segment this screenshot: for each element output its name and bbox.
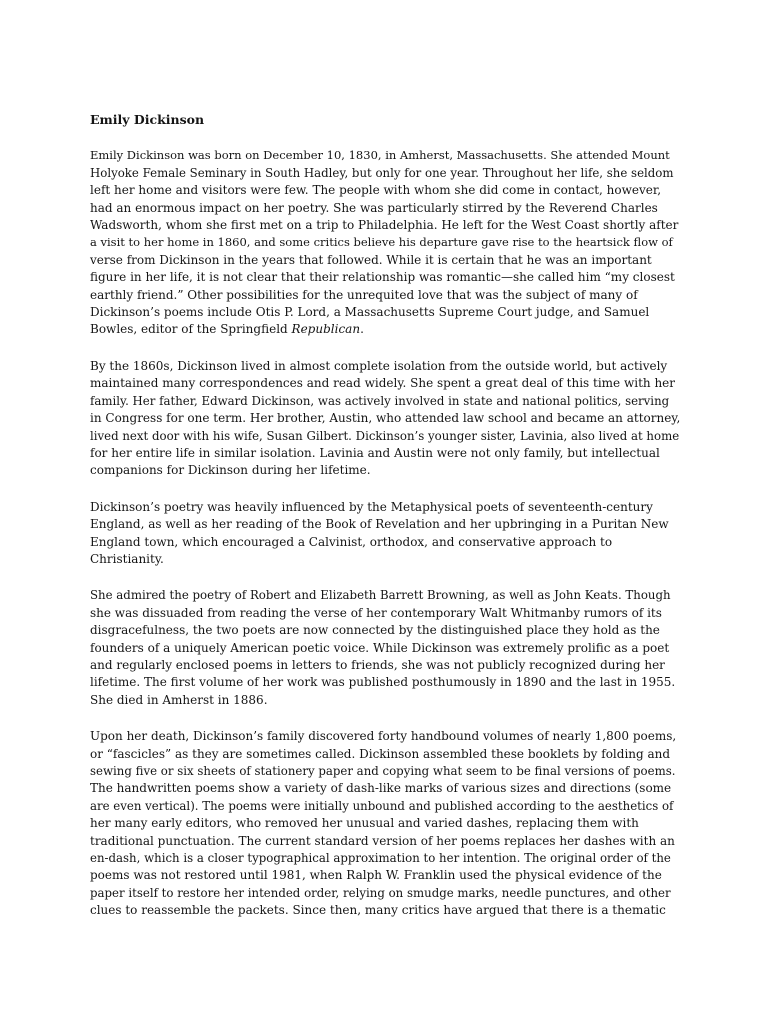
text-line: Holyoke Female Seminary in South Hadley, but only for one year. Throughout her life, she seldom <box>90 165 674 180</box>
text-line: England, as well as her reading of the Book of Revelation and her upbringing in a Puritan New <box>90 517 669 532</box>
text-line: disgracefulness, the two poets are now connected by the distinguished place they hold as the <box>90 623 660 638</box>
text-segment: Bowles, editor of the Springfield <box>90 322 292 337</box>
text-line: traditional punctuation. The current standard version of her poems replaces her dashes with an <box>90 833 675 848</box>
text-line: a visit to her home in 1860, and some critics believe his departure gave rise to the heartsick flow of <box>90 235 673 250</box>
text-line: earthly friend.” Other possibilities for the unrequited love that was the subject of many of <box>90 287 638 302</box>
paragraph-5 <box>90 728 680 919</box>
document-page <box>90 111 680 939</box>
text-line: she was dissuaded from reading the verse of her contemporary Walt Whitmanby rumors of its <box>90 605 662 620</box>
text-line: Emily Dickinson was born on December 10, 1830, in Amherst, Massachusetts. She attended Mount <box>90 148 670 163</box>
paragraph-3 <box>90 499 680 569</box>
text-line: By the 1860s, Dickinson lived in almost complete isolation from the outside world, but actively <box>90 358 668 373</box>
text-line: Dickinson’s poetry was heavily influenced by the Metaphysical poets of seventeenth-century <box>90 499 653 514</box>
text-line: lived next door with his wife, Susan Gilbert. Dickinson’s younger sister, Lavinia, also lived at home <box>90 428 680 443</box>
text-line: She died in Amherst in 1886. <box>90 692 268 707</box>
text-line: Wadsworth, whom she first met on a trip to Philadelphia. He left for the West Coast shortly after <box>90 218 679 233</box>
paragraph-2 <box>90 358 680 480</box>
text-line: Upon her death, Dickinson’s family discovered forty handbound volumes of nearly 1,800 poems, <box>90 729 677 744</box>
text-line: The handwritten poems show a variety of dash-like marks of various sizes and directions (some <box>90 781 672 796</box>
document-title: Emily Dickinson <box>90 112 205 127</box>
paragraph-4 <box>90 587 680 709</box>
text-line: Christianity. <box>90 551 164 566</box>
text-line: lifetime. The first volume of her work was published posthumously in 1890 and the last in 1955. <box>90 675 676 690</box>
text-line: Dickinson’s poems include Otis P. Lord, a Massachusetts Supreme Court judge, and Samuel <box>90 305 650 320</box>
text-line: verse from Dickinson in the years that followed. While it is certain that he was an important <box>90 252 652 267</box>
text-line: for her entire life in similar isolation. Lavinia and Austin were not only family, but intellectual <box>90 445 660 460</box>
text-line: paper itself to restore her intended order, relying on smudge marks, needle punctures, and other <box>90 885 671 900</box>
text-line: clues to reassemble the packets. Since then, many critics have argued that there is a thematic <box>90 903 666 918</box>
text-line: left her home and visitors were few. The people with whom she did come in contact, however, <box>90 183 662 198</box>
text-line: England town, which encouraged a Calvinist, orthodox, and conservative approach to <box>90 534 613 549</box>
text-line: founders of a uniquely American poetic voice. While Dickinson was extremely prolific as a poet <box>90 640 670 655</box>
text-line: had an enormous impact on her poetry. She was particularly stirred by the Reverend Charles <box>90 200 658 215</box>
text-line-last <box>90 321 680 338</box>
text-line: en-dash, which is a closer typographical approximation to her intention. The original order of the <box>90 851 671 866</box>
text-line: family. Her father, Edward Dickinson, was actively involved in state and national politics, serving <box>90 393 670 408</box>
text-line: and regularly enclosed poems in letters to friends, she was not publicly recognized during her <box>90 657 665 672</box>
paragraph-1 <box>90 147 680 338</box>
text-line: companions for Dickinson during her lifetime. <box>90 463 371 478</box>
text-line: in Congress for one term. Her brother, Austin, who attended law school and became an attorney, <box>90 411 681 426</box>
text-line: are even vertical). The poems were initially unbound and published according to the aesthetics of <box>90 798 674 813</box>
text-line: figure in her life, it is not clear that their relationship was romantic—she called him “my closest <box>90 270 675 285</box>
text-line: her many early editors, who removed her unusual and varied dashes, replacing them with <box>90 816 639 831</box>
text-line: maintained many correspondences and read widely. She spent a great deal of this time with her <box>90 376 676 391</box>
italic-publication-name: Republican <box>291 322 361 337</box>
text-line: poems was not restored until 1981, when Ralph W. Franklin used the physical evidence of the <box>90 868 662 883</box>
text-line: sewing five or six sheets of stationery paper and copying what seem to be final versions of poems. <box>90 764 676 778</box>
text-line: She admired the poetry of Robert and Elizabeth Barrett Browning, as well as John Keats. Though <box>90 588 671 603</box>
text-line: or “fascicles” as they are sometimes called. Dickinson assembled these booklets by folding and <box>90 746 671 761</box>
text-punctuation: . <box>360 322 364 337</box>
